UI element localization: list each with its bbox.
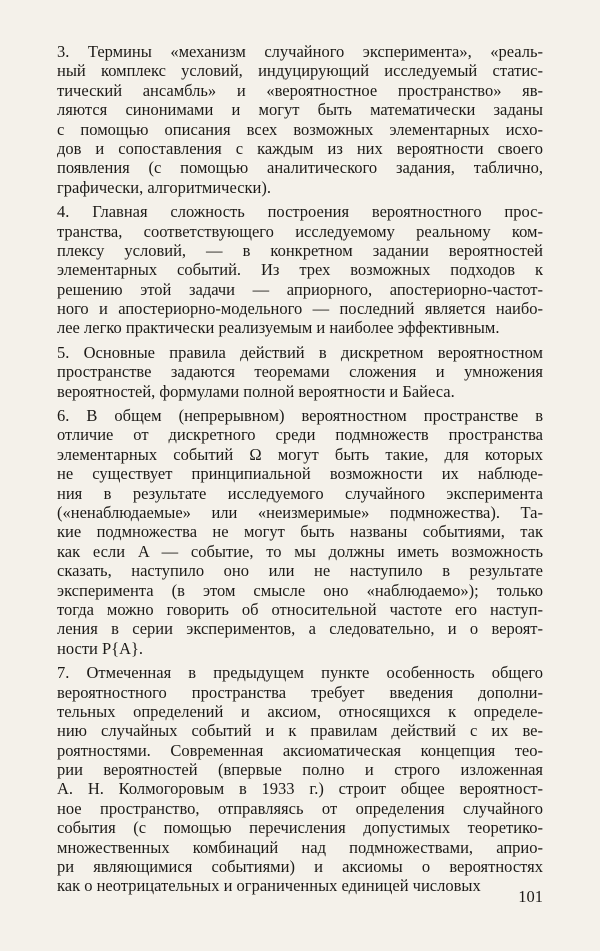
text-line: как о неотрицательных и ограниченных единицей числовых xyxy=(57,876,481,896)
text-line: транства, соответствующего исследуемому реальному ком- xyxy=(57,221,543,241)
text-line: с помощью описания всех возможных элементарных исхо- xyxy=(57,119,543,139)
text-line: плексу условий, — в конкретном задании вероятностей xyxy=(57,240,543,260)
text-line: появления (с помощью аналитического задания, таблично, xyxy=(57,158,543,178)
text-line: тический ансамбль» и «вероятностное пространство» яв- xyxy=(57,80,543,100)
text-line: как если A — событие, то мы должны иметь возможность xyxy=(57,541,543,561)
text-line: множественных комбинаций над подмножествами, априо- xyxy=(57,837,543,857)
text-line: ности P{A}. xyxy=(57,638,144,658)
text-line: («ненаблюдаемые» или «неизмеримые» подмножества). Та- xyxy=(57,502,543,522)
text-line: ный комплекс условий, индуцирующий исследуемый статис- xyxy=(57,61,543,81)
page-number: 101 xyxy=(518,887,543,906)
text-line: события (с помощью перечисления допустимых теоретико- xyxy=(57,818,543,838)
text-line: кие подмножества не могут быть названы событиями, так xyxy=(57,522,543,542)
paragraph xyxy=(57,406,543,658)
text-line: 5. Основные правила действий в дискретном вероятностном xyxy=(57,342,543,362)
text-line: эксперимента (в этом смысле оно «наблюдаемо»); только xyxy=(57,580,543,600)
text-line: 3. Термины «механизм случайного эксперимента», «реаль- xyxy=(57,42,543,61)
text-line: тогда можно говорить об относительной частоте его наступ- xyxy=(57,599,543,619)
text-line: рии вероятностей (впервые полно и строго изложенная xyxy=(57,760,543,780)
text-line: графически, алгоритмически). xyxy=(57,177,272,197)
text-line: вероятностного пространства требует введения дополни- xyxy=(57,682,543,702)
text-line: ления в серии экспериментов, а следовательно, и о вероят- xyxy=(57,619,543,639)
text-line: элементарных событий. Из трех возможных подходов к xyxy=(57,260,543,280)
paragraph xyxy=(57,343,543,401)
text-line: тельных определений и аксиом, относящихся к определе- xyxy=(57,701,543,721)
text-line: ного и апостериорно-модельного — последний является наибо- xyxy=(57,299,543,319)
text-line: ри являющимися событиями) и аксиомы о вероятностях xyxy=(57,857,543,877)
paragraph xyxy=(57,42,543,197)
text-line: ляются синонимами и могут быть математически заданы xyxy=(57,100,543,120)
paragraph xyxy=(57,663,543,896)
text-line: лее легко практически реализуемым и наиболее эффективным. xyxy=(57,318,500,338)
text-line: элементарных событий Ω могут быть такие, для которых xyxy=(57,444,543,464)
text-line: ния в результате исследуемого случайного эксперимента xyxy=(57,483,543,503)
text-line: ное пространство, отправляясь от определения случайного xyxy=(57,798,543,818)
text-line: решению этой задачи — априорного, апостериорно-частот- xyxy=(57,279,543,299)
text-line: дов и сопоставления с каждым из них вероятности своего xyxy=(57,138,543,158)
text-line: не существует принципиальной возможности их наблюде- xyxy=(57,464,543,484)
text-line: роятностями. Современная аксиоматическая концепция тео- xyxy=(57,740,543,760)
text-line: вероятностей, формулами полной вероятности и Байеса. xyxy=(57,381,455,401)
text-line: 6. В общем (непрерывном) вероятностном пространстве в xyxy=(57,406,543,426)
text-line: нию случайных событий и к правилам действий с их ве- xyxy=(57,721,543,741)
text-line: пространстве задаются теоремами сложения и умножения xyxy=(57,362,543,382)
text-line: отличие от дискретного среди подмножеств пространства xyxy=(57,425,543,445)
text-line: А. Н. Колмогоровым в 1933 г.) строит общее вероятност- xyxy=(57,779,543,799)
paragraph xyxy=(57,202,543,338)
text-line: 4. Главная сложность построения вероятностного прос- xyxy=(57,202,543,222)
text-line: 7. Отмеченная в предыдущем пункте особенность общего xyxy=(57,663,543,683)
page-text xyxy=(57,42,543,901)
text-line: сказать, наступило оно или не наступило в результате xyxy=(57,561,543,581)
